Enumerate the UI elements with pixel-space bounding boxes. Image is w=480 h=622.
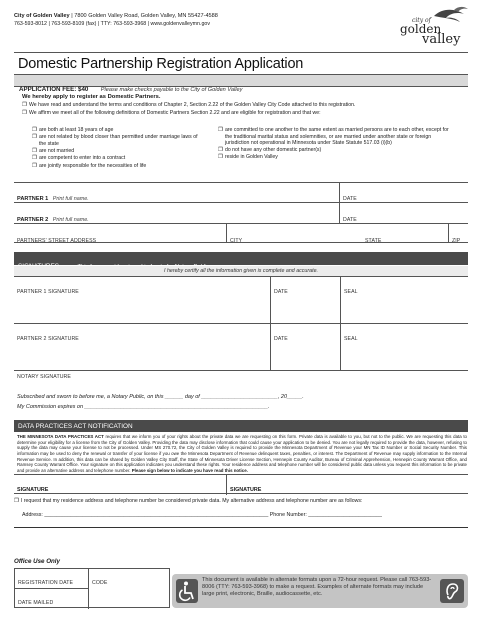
partner-2-sig-date-field[interactable]: DATE bbox=[270, 323, 340, 370]
accessibility-notice bbox=[172, 574, 468, 608]
criteria-item: ❐ are both at least 18 years of age bbox=[32, 127, 114, 133]
zip-field[interactable]: ZIP bbox=[448, 224, 468, 243]
city-field[interactable]: CITY bbox=[226, 224, 362, 243]
privacy-notice: THE MINNESOTA DATA PRACTICES ACT requires that we inform you of your rights about the private data we are requesting on this form. Private data is available to you, but not to the public. We are requesting this data to determine your eligibility for a license from the City of Golden Valley. Providing the data may disclose information that could cause your application to be denied. You are not legally required to provide the data, however, refusing to supply the data may cause your license to not be processed. Under MS 270.72, the City of Golden Valley is required to provide the Minnesota Department of Revenue your MN Tax ID Number or Social Security Number. This information may be used to deny the renewal or transfer of your license if you owe the Minnesota Department of Revenue delinquent taxes, penalties, or interest. The Department of Revenue may supply information to the Internal Revenue Service. In addition, this data can be shared by Golden Valley City Staff, the State of Minnesota Driver License Section, Hennepin County Auditor, Bureau of Criminal Apprehension, Hennepin County Warrant Office, and Ramsey County Warrant Office. Your signature on this application indicates you understand these rights. Your residence address and telephone number will be considered public data unless you request this information to be private and provide an alternative address and telephone number. Please sign below to indicate you have read this notice. bbox=[17, 434, 467, 473]
partner-1-name-field[interactable] bbox=[14, 183, 339, 203]
checkbox-icon[interactable]: ❐ bbox=[22, 109, 27, 116]
partner-1-signature-field[interactable]: PARTNER 1 SIGNATURE bbox=[17, 289, 79, 295]
alt-address-line[interactable]: Address: ____________________________________________________________________________ Phone Number: _________________________ bbox=[22, 512, 382, 518]
checkbox-icon[interactable]: ❐ bbox=[218, 154, 223, 161]
criteria-left bbox=[32, 127, 202, 170]
privacy-signature-2-field[interactable]: SIGNATURE bbox=[226, 475, 468, 495]
checkbox-icon[interactable]: ❐ bbox=[32, 155, 37, 162]
checkbox-icon[interactable]: ❐ bbox=[32, 127, 37, 133]
commission-statement: My Commission expires on ____________________________________________________________. bbox=[17, 404, 270, 410]
criteria-item: ❐ are competent to enter into a contract bbox=[32, 155, 126, 162]
apply-heading: We hereby apply to register as Domestic Partners. bbox=[22, 94, 161, 100]
fee-note: Please make checks payable to the City of Golden Valley bbox=[100, 87, 243, 93]
partner-1-sig-date-field[interactable]: DATE bbox=[270, 276, 340, 323]
private-data-request: ❐ I request that my residence address and telephone number be considered private data. My alternative address and telephone number are as follows: bbox=[14, 498, 363, 504]
date-label: DATE bbox=[343, 196, 357, 202]
state-field[interactable]: STATE bbox=[362, 224, 448, 243]
registration-date-field[interactable]: REGISTRATION DATE bbox=[15, 569, 89, 589]
signatures-table bbox=[14, 276, 468, 370]
print-hint: Print full name. bbox=[52, 196, 89, 202]
criteria-item: ❐ are not related by blood closer than permitted under marriage laws of the state bbox=[32, 134, 198, 147]
apply-statement-2: ❐ We affirm we meet all of the following definitions of Domestic Partners Section 2.22 and are eligible for registration and that we: bbox=[22, 109, 321, 116]
apply-section bbox=[22, 94, 468, 117]
date-label: DATE bbox=[343, 217, 357, 223]
logo-valley: valley bbox=[422, 32, 461, 47]
hearing-ear-icon bbox=[440, 579, 464, 603]
partners-table bbox=[14, 182, 468, 242]
checkbox-icon[interactable]: ❐ bbox=[32, 162, 37, 169]
criteria-item: ❐ reside in Golden Valley bbox=[218, 154, 278, 161]
privacy-header: DATA PRACTICES ACT NOTIFICATION bbox=[14, 420, 468, 432]
apply-statement-1: ❐ We have read and understand the terms and conditions of Chapter 2, Section 2.22 of the Golden Valley City Code attached to this registration. bbox=[22, 102, 356, 108]
partner-1-seal-field: SEAL bbox=[340, 276, 468, 323]
checkbox-icon[interactable]: ❐ bbox=[32, 134, 37, 141]
certify-statement: I hereby certify all the information given is complete and accurate. bbox=[14, 266, 468, 276]
city-logo bbox=[388, 4, 470, 48]
partner-2-seal-field: SEAL bbox=[340, 323, 468, 370]
partner-2-date-field[interactable] bbox=[339, 203, 468, 224]
partner-2-signature-field[interactable]: PARTNER 2 SIGNATURE bbox=[17, 336, 79, 342]
checkbox-icon[interactable]: ❐ bbox=[14, 498, 19, 504]
fee-bar bbox=[14, 74, 468, 93]
partner-2-name-field[interactable] bbox=[14, 203, 339, 224]
privacy-signature-1-field[interactable]: SIGNATURE bbox=[17, 487, 49, 493]
sworn-statement: Subscribed and sworn to before me, a Notary Public, on this ______ day of _________________________, 20_____. bbox=[17, 394, 304, 400]
street-address-field[interactable]: PARTNERS' STREET ADDRESS bbox=[14, 224, 226, 243]
checkbox-icon[interactable]: ❐ bbox=[22, 102, 27, 108]
checkbox-icon[interactable]: ❐ bbox=[218, 127, 223, 133]
org-name: City of Golden Valley bbox=[14, 13, 70, 19]
notary-signature-field[interactable]: NOTARY SIGNATURE Subscribed and sworn to before me, a Notary Public, on this ______ day of _________________________, 20_____. My Commission expires on ____________________________________________________________. bbox=[14, 372, 468, 422]
office-use-table bbox=[14, 568, 170, 608]
date-mailed-field[interactable]: DATE MAILED bbox=[15, 589, 89, 609]
criteria-right bbox=[218, 127, 450, 161]
criteria-item: ❐ are not married bbox=[32, 147, 75, 154]
logo-city-of: city of bbox=[412, 17, 431, 24]
partner-1-date-field[interactable] bbox=[339, 183, 468, 203]
wheelchair-icon bbox=[176, 579, 198, 603]
office-use-title: Office Use Only bbox=[14, 558, 60, 565]
print-hint: Print full name. bbox=[52, 217, 89, 223]
privacy-signatures bbox=[14, 474, 468, 494]
code-field[interactable]: CODE bbox=[92, 580, 108, 586]
partner-2-label: PARTNER 2 bbox=[17, 217, 49, 223]
signatures-header bbox=[14, 252, 468, 265]
criteria-item: ❐ do not have any other domestic partner(s) bbox=[218, 147, 322, 153]
fee-label: APPLICATION FEE: $40 bbox=[19, 86, 89, 93]
logo-golden: golden bbox=[400, 22, 442, 36]
header: City of Golden Valley | 7800 Golden Valley Road, Golden Valley, MN 55427-4588 763-593-8012 | 763-593-8109 (fax) | TTY: 763-593-3968 | www.goldenvalleymn.gov bbox=[14, 13, 314, 28]
partner-1-label: PARTNER 1 bbox=[17, 196, 49, 202]
org-phones: 763-593-8012 | 763-593-8109 (fax) | TTY: 763-593-3968 | www.goldenvalleymn.gov bbox=[14, 20, 211, 27]
checkbox-icon[interactable]: ❐ bbox=[218, 147, 223, 153]
org-address: 7800 Golden Valley Road, Golden Valley, MN 55427-4588 bbox=[74, 13, 218, 19]
accessibility-text: This document is available in alternate formats upon a 72-hour request. Please call 763-593-8006 (TTY: 763-593-3968) to make a request. Examples of alternate formats may include large print, electronic, Braille, audiocassette, etc. bbox=[202, 577, 432, 597]
criteria-item: ❐ are jointly responsible for the necessities of life bbox=[32, 162, 147, 169]
checkbox-icon[interactable]: ❐ bbox=[32, 147, 37, 154]
criteria-item: ❐ are committed to one another to the same extent as married persons are to each other, except for the traditional marital status and solemnities, or are married under another state or foreign jurisdiction not operational in Minnesota under State Statute 517.03 (i)(b) bbox=[218, 127, 449, 146]
page-title: Domestic Partnership Registration Application bbox=[14, 52, 468, 73]
